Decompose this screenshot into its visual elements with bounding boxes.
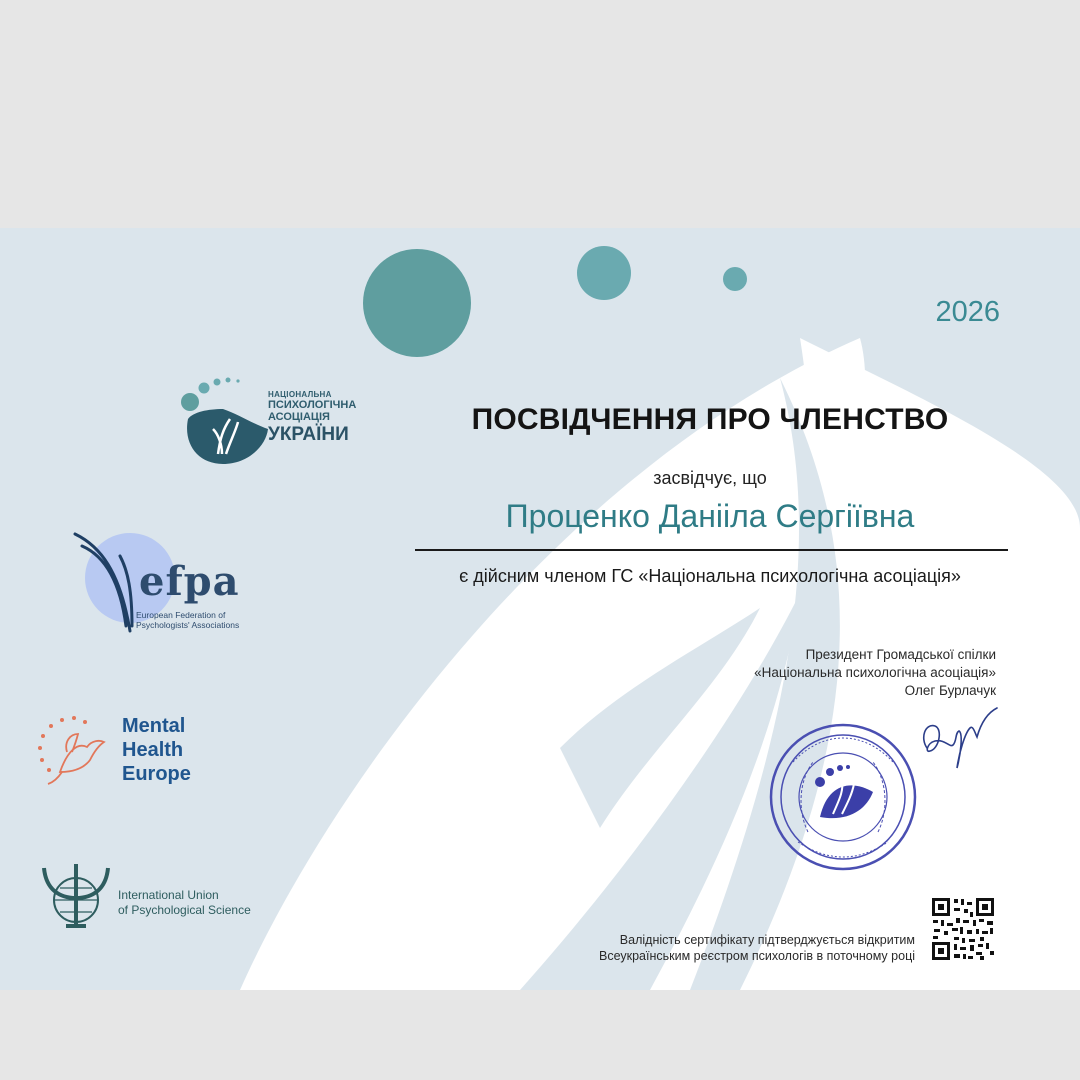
mhe-line-1: Mental	[122, 715, 186, 737]
validity-note	[500, 932, 915, 964]
iups-line-2: of Psychological Science	[118, 903, 251, 917]
npa-line-1: НАЦІОНАЛЬНА	[268, 390, 332, 399]
certificate-year: 2026	[935, 296, 1000, 328]
president-name: Олег Бурлачук	[904, 683, 996, 698]
npa-logo-text	[268, 390, 356, 446]
medium-teal-dot	[577, 246, 631, 300]
mhe-logo-text	[122, 714, 191, 786]
npa-line-3: АСОЦІАЦІЯ	[268, 411, 330, 423]
membership-statement: є дійсним членом ГС «Національна психологічна асоціація»	[459, 566, 961, 586]
efpa-subtitle-line-1: European Federation of	[136, 610, 226, 620]
efpa-wordmark: efpa	[139, 558, 240, 605]
president-signature	[915, 693, 1000, 778]
recipient-name: Проценко Данііла Сергіївна	[505, 498, 915, 534]
large-teal-dot	[363, 249, 471, 357]
name-underline	[415, 549, 1008, 551]
efpa-subtitle	[136, 610, 239, 630]
mhe-line-3: Europe	[122, 763, 191, 785]
efpa-subtitle-line-2: Psychologists' Associations	[136, 620, 240, 630]
npa-line-2: ПСИХОЛОГІЧНА	[268, 399, 357, 411]
iups-line-1: International Union	[118, 888, 219, 902]
validity-line-1: Валідність сертифікату підтверджується відкритим	[619, 933, 915, 947]
iups-psi-globe-icon	[40, 860, 116, 930]
small-teal-dot	[723, 267, 747, 291]
mhe-dove-icon	[32, 712, 112, 792]
mhe-line-2: Health	[122, 739, 184, 761]
president-title: Президент Громадської спілки	[805, 647, 996, 662]
president-organization: «Національна психологічна асоціація»	[754, 665, 996, 680]
qr-code[interactable]	[930, 896, 996, 962]
certifies-text: засвідчує, що	[653, 468, 767, 488]
certificate-title: ПОСВІДЧЕННЯ ПРО ЧЛЕНСТВО	[471, 403, 949, 436]
president-block	[600, 646, 996, 700]
npa-line-4: УКРАЇНИ	[268, 424, 349, 445]
iups-logo-text	[118, 888, 251, 918]
certificate	[0, 228, 1080, 990]
organization-stamp	[768, 722, 918, 872]
validity-line-2: Всеукраїнським реєстром психологів в поточному році	[598, 949, 915, 963]
